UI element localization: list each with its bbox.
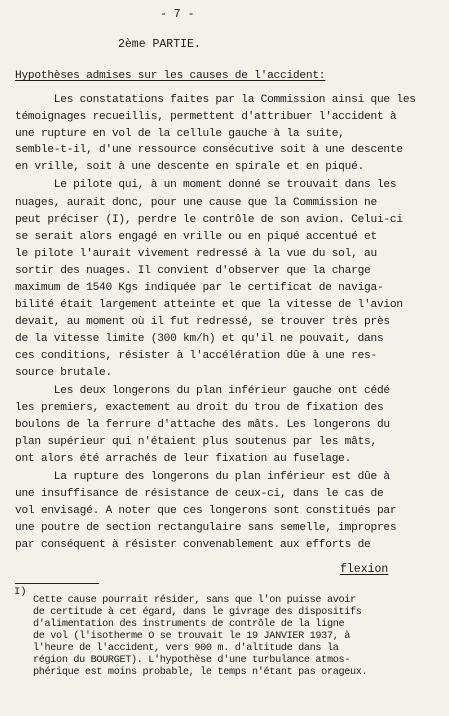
body-line: ont alors été arrachés de leur fixation au fuselage.	[15, 453, 352, 465]
body-line: semble-t-il, d'une ressource consécutive soit à une descente	[15, 144, 403, 156]
body-line: une rupture en vol de la cellule gauche à la suite,	[15, 128, 345, 140]
footnote-line: de certitude à cet égard, dans le givrage des dispositifs	[33, 607, 362, 618]
body-line: devait, au moment où il fut redressé, se trouver très près	[15, 316, 390, 328]
footnote-separator	[15, 583, 99, 584]
body-line: témoignages recueillis, permettent d'attribuer l'accident à	[15, 111, 397, 123]
body-line: plan supérieur qui n'étaient plus soutenus par les mâts,	[15, 436, 377, 448]
footnote-line: région du BOURGET). L'hypothèse d'une turbulance atmos-	[33, 655, 350, 666]
body-line: en vrille, soit à une descente en spirale et en piqué.	[15, 161, 365, 173]
body-line: vol envisagé. A noter que ces longerons sont constitués par	[15, 505, 397, 517]
body-line: Les deux longerons du plan inférieur gauche ont cédé	[15, 385, 390, 397]
body-line: se serait alors engagé en vrille ou en piqué accentué et	[15, 231, 377, 243]
body-line: bilité était largement atteinte et que la vitesse de l'avion	[15, 299, 403, 311]
body-line: nuages, aurait donc, pour une cause que la Commission ne	[15, 197, 377, 209]
body-line: par conséquent à résister convenablement aux efforts de	[15, 539, 371, 551]
body-line: boulons de la ferrure d'attache des mâts. Les longerons du	[15, 419, 390, 431]
body-line: sortir des nuages. Il convient d'observer que la charge	[15, 265, 371, 277]
body-line: les premiers, exactement au droit du trou de fixation des	[15, 402, 384, 414]
part-title: 2ème PARTIE.	[118, 38, 201, 51]
body-line: une poutre de section rectangulaire sans semelle, impropres	[15, 522, 397, 534]
footnote-marker: I)	[14, 586, 27, 598]
page-number: - 7 -	[160, 8, 195, 21]
body-line: peut préciser (I), perdre le contrôle de son avion. Celui-ci	[15, 214, 403, 226]
body-line: Le pilote qui, à un moment donné se trouvait dans les	[15, 179, 397, 191]
footnote-line: phérique est moins probable, le temps n'étant pas orageux.	[33, 667, 368, 678]
body-line: de la vitesse limite (300 km/h) et qu'il ne pouvait, dans	[15, 333, 384, 345]
footnote-line: l'heure de l'accident, vers 900 m. d'altitude dans la	[33, 643, 339, 654]
footnote-line: Cette cause pourrait résider, sans que l'on puisse avoir	[33, 595, 356, 606]
section-heading: Hypothèses admises sur les causes de l'accident:	[15, 70, 326, 82]
body-line: Les constatations faites par la Commission ainsi que les	[15, 94, 416, 106]
body-line: le pilote l'aurait vivement redressé à la vue du sol, au	[15, 248, 377, 260]
body-line: une insuffisance de résistance de ceux-ci, dans le cas de	[15, 488, 384, 500]
footnote-line: de vol (l'isotherme O se trouvait le 19 JANVIER 1937, à	[33, 631, 350, 642]
body-line: ces conditions, résister à l'accélération dûe à une res-	[15, 350, 377, 362]
body-line: source brutale.	[15, 367, 112, 379]
footnote-line: d'alimentation des instruments de contrôle de la ligne	[33, 619, 345, 630]
catchword: flexion	[340, 563, 389, 576]
body-line: La rupture des longerons du plan inférieur est dûe à	[15, 471, 390, 483]
body-line: maximum de 1540 Kgs indiquée par le certificat de naviga-	[15, 282, 384, 294]
